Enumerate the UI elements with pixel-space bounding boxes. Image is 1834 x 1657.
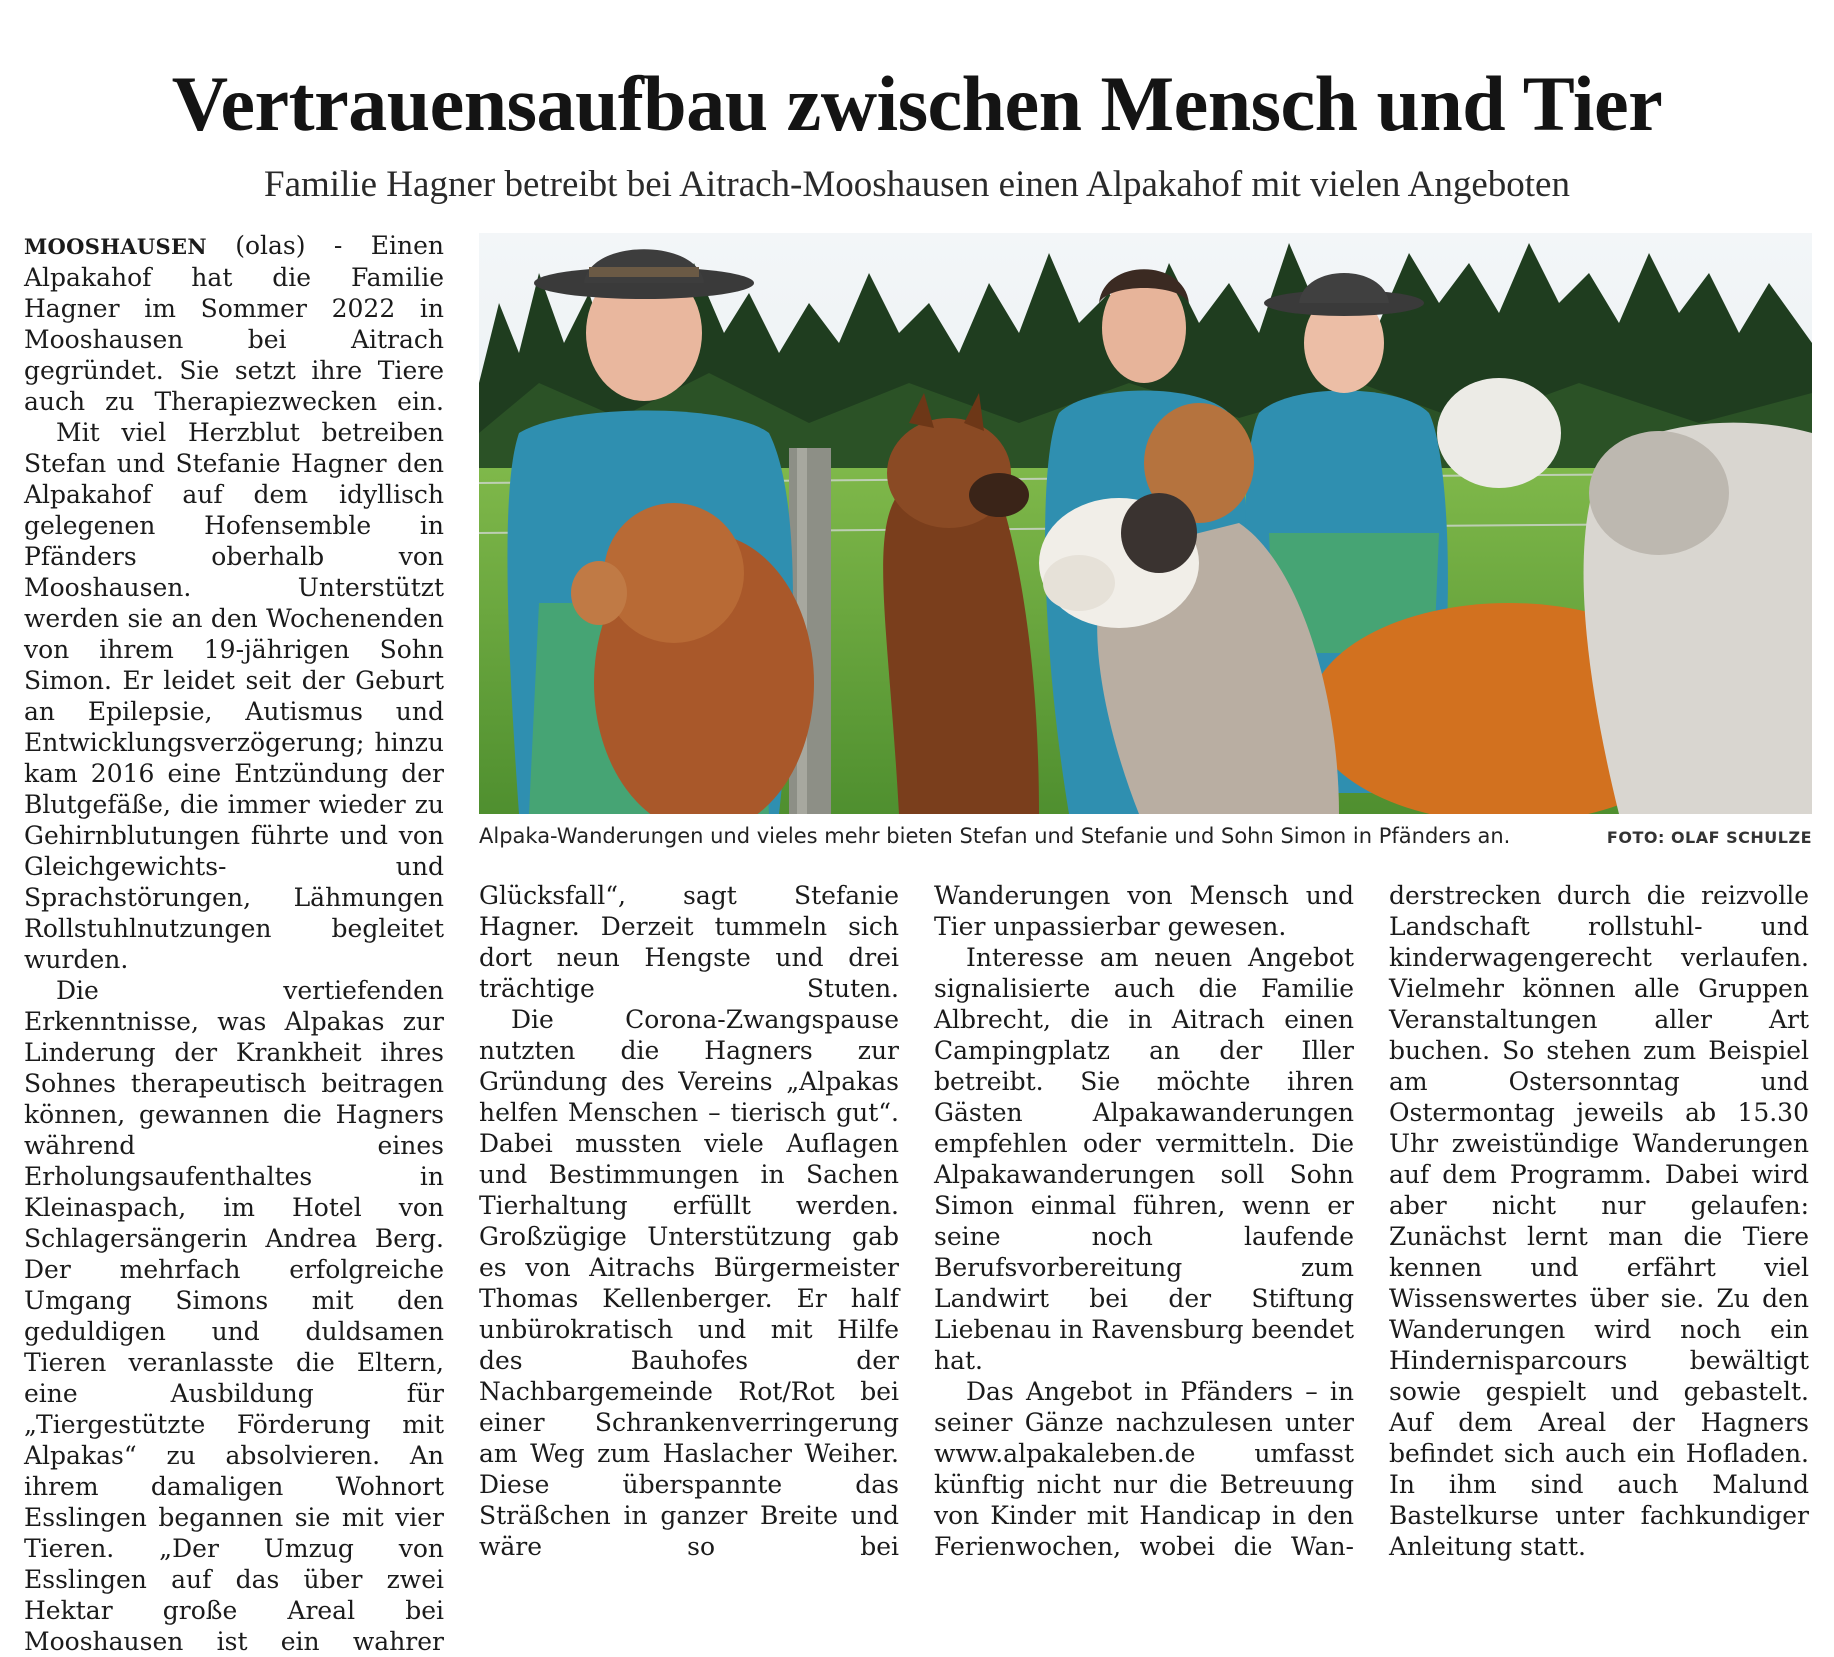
article-paragraph: derstrecken durch die reizvolle Landschaft rollstuhl- und kinderwagengerecht verlaufen. Vielmehr können alle Gruppen Veranstaltungen aller Art buchen. So stehen zum Beispiel am Ostersonntag und Ostermontag jeweils ab 15.30 Uhr zweistündige Wanderungen auf dem Programm. Dabei wird aber nicht nur gelaufen: Zunächst lernt man die Tiere kennen und erfährt viel Wissenswertes über sie. Zu den Wanderungen wird noch ein Hindernisparcours bewältigt sowie gespielt und gebastelt. Auf dem Areal der Hagners befindet sich auch ein Hofladen. In ihm sind auch Malund Bastelkurse unter fachkundiger Anleitung statt. (1389, 881, 1809, 1561)
article-column-3 (934, 880, 1354, 1562)
article-column-2 (479, 880, 899, 1562)
headline: Vertrauensaufbau zwischen Mensch und Tier (171, 60, 1663, 147)
article-paragraph: Mit viel Herzblut betreiben Stefan und Stefanie Hagner den Alpakahof auf dem idyllisch gelegenen Hofensemble in Pfänders oberhalb von Mooshausen. Unterstützt werden sie an den Wochenenden von ihrem 19-jährigen Sohn Simon. Er leidet seit der Geburt an Epilepsie, Autismus und Entwicklungsverzögerung; hinzu kam 2016 eine Entzündung der Blutgefäße, die immer wieder zu Gehirnblutungen führte und von Gleichgewichts- und Sprachstörungen, Lähmungen Rollstuhlnutzungen begleitet wurden. (24, 418, 444, 974)
article-column-4 (1389, 880, 1809, 1562)
alpaca-farm-photo (479, 233, 1812, 814)
article-paragraph: Glücksfall“, sagt Stefanie Hagner. Derzeit tummeln sich dort neun Hengste und drei trächtige Stuten. (479, 881, 899, 1003)
photo-caption: Alpaka-Wanderungen und vieles mehr bieten Stefan und Stefanie und Sohn Simon in Pfänders an. (479, 824, 1511, 848)
article-paragraph (24, 230, 444, 417)
article-photo (479, 233, 1812, 814)
subheadline: Familie Hagner betreibt bei Aitrach-Mooshausen einen Alpakahof mit vielen Angeboten (264, 164, 1570, 205)
dateline: MOOSHAUSEN (24, 234, 207, 259)
article-paragraph: Das Angebot in Pfänders – in seiner Gänze nachzulesen unter www.alpakaleben.de umfasst künftig nicht nur die Betreuung von Kinder mit Handicap in den Ferienwochen, wobei die Wan- (934, 1377, 1354, 1561)
article-column-1 (24, 230, 444, 1657)
article-paragraph: Interesse am neuen Angebot signalisierte auch die Familie Albrecht, die in Aitrach einen Campingplatz an der Iller betreibt. Sie möchte ihren Gästen Alpakawanderungen empfehlen oder vermitteln. Die Alpakawanderungen soll Sohn Simon einmal führen, wenn er seine noch laufende Berufsvorbereitung zum Landwirt bei der Stiftung Liebenau in Ravensburg beendet hat. (934, 943, 1354, 1375)
paragraph-text: (olas) - Einen Alpakahof hat die Familie Hagner im Sommer 2022 in Mooshausen bei Aitrach gegründet. Sie setzt ihre Tiere auch zu Therapiezwecken ein. (24, 231, 444, 416)
photo-credit: FOTO: OLAF SCHULZE (1606, 828, 1812, 847)
article-paragraph: Die vertiefenden Erkenntnisse, was Alpakas zur Linderung der Krankheit ihres Sohnes therapeutisch beitragen können, gewannen die Hagners während eines Erholungsaufenthaltes in Kleinaspach, im Hotel von Schlagersängerin Andrea Berg. Der mehrfach erfolgreiche Umgang Simons mit den geduldigen und duldsamen Tieren veranlasste die Eltern, eine Ausbildung für „Tiergestützte Förderung mit Alpakas“ zu absolvieren. An ihrem damaligen Wohnort Esslingen begannen sie mit vier Tieren. „Der Umzug von Esslingen auf das über zwei Hektar große Areal bei Mooshausen ist ein wahrer (24, 976, 444, 1656)
article-paragraph: Wanderungen von Mensch und Tier unpassierbar gewesen. (934, 881, 1354, 941)
article-paragraph: Die Corona-Zwangspause nutzten die Hagners zur Gründung des Vereins „Alpakas helfen Menschen – tierisch gut“. Dabei mussten viele Auflagen und Bestimmungen in Sachen Tierhaltung erfüllt werden. Großzügige Unterstützung gab es von Aitrachs Bürgermeister Thomas Kellenberger. Er half unbürokratisch und mit Hilfe des Bauhofes der Nachbargemeinde Rot/Rot bei einer Schrankenverringerung am Weg zum Haslacher Weiher. Diese überspannte das Sträßchen in ganzer Breite und wäre so bei (479, 1005, 899, 1561)
